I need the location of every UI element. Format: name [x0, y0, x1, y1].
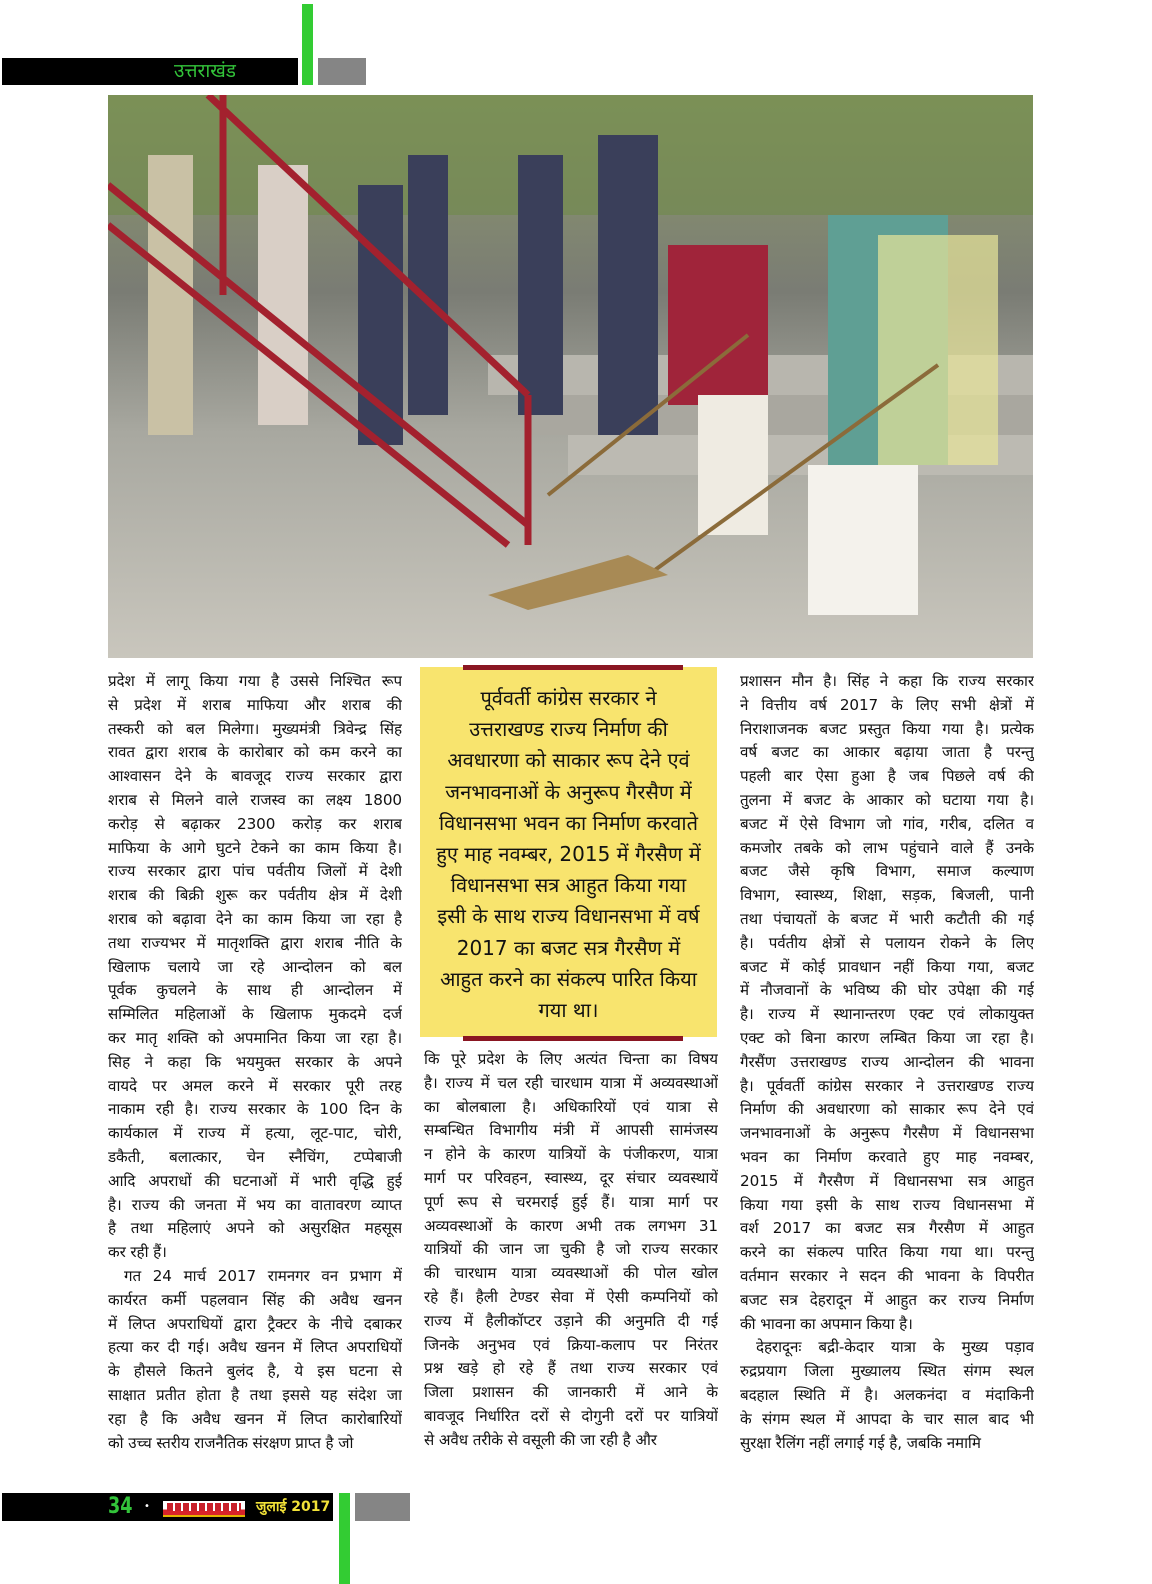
text-line: भवन का निर्माण करवाते हुए माह नवम्बर, — [740, 1147, 1034, 1166]
issue-date: जुलाई 2017 — [256, 1499, 331, 1515]
text-line: जनभावनाओं के अनुरूप गैरसैण में विधानसभा — [740, 1124, 1034, 1143]
pull-quote-top-rule — [463, 665, 683, 670]
text-line: की भावना का अपमान किया है। — [740, 1314, 913, 1333]
pull-quote-line: विधानसभा भवन का निर्माण करवाते — [438, 810, 698, 835]
text-line: में नौजवानों के भविष्य की घोर उपेक्षा की गई — [740, 981, 1034, 1000]
header-gray-block — [318, 58, 366, 85]
page-number: 34 — [108, 1494, 133, 1519]
text-line: निराशाजनक बजट प्रस्तुत किया गया है। प्रत्येक — [740, 719, 1034, 738]
text-line: आदि अपराधों की घटनाओं में भारी वृद्धि हुई — [108, 1171, 402, 1190]
text-line: को उच्च स्तरीय राजनैतिक संरक्षण प्राप्त है जो — [108, 1433, 354, 1452]
text-line: पूर्वक कुचलने के साथ ही आन्दोलन में — [108, 981, 402, 1000]
text-line: तस्करी को बल मिलेगा। मुख्यमंत्री त्रिवेन्द्र सिंह — [108, 719, 402, 738]
text-line: यात्रियों की जान जा चुकी है जो राज्य सरकार — [424, 1240, 718, 1259]
text-line: ने वित्तीय वर्ष 2017 के लिए सभी क्षेत्रों में — [740, 695, 1034, 714]
text-line: के संगम स्थल में आपदा के चार साल बाद भी — [740, 1409, 1034, 1428]
text-line: माफिया के आगे घुटने टेकने का काम किया है। — [108, 838, 402, 857]
text-line: डकैती, बलात्कार, चेन स्नैचिंग, टप्पेबाजी — [108, 1147, 402, 1166]
text-line: हत्या कर दी गई। अवैध खनन में लिप्त अपराधियों — [108, 1338, 402, 1357]
text-line: है। पूर्ववर्ती कांग्रेस सरकार ने उत्तराखण्ड राज्य — [740, 1076, 1034, 1095]
text-line: निर्माण की अवधारणा को साकार रूप देने एवं — [740, 1100, 1034, 1119]
text-line: राज्य में हैलीकॉप्टर उड़ाने की अनुमति दी गई — [424, 1311, 718, 1330]
text-line: पूर्ण रूप से चरमराई हुई हैं। यात्रा मार्ग पर — [424, 1192, 718, 1211]
text-line: है। राज्य में चल रही चारधाम यात्रा में अव्यवस्थाओं — [424, 1073, 718, 1092]
pull-quote-line: आहुत करने का संकल्प पारित किया — [440, 966, 697, 991]
text-line: कर मातृ शक्ति को अपमानित किया जा रहा है। — [108, 1028, 402, 1047]
text-line: नाकाम रही है। राज्य सरकार के 100 दिन के — [108, 1100, 402, 1119]
pull-quote-line: गया था। — [538, 997, 599, 1022]
text-line: शराब को बढ़ावा देने का काम किया जा रहा है — [108, 909, 402, 928]
pull-quote-line: उत्तराखण्ड राज्य निर्माण की — [469, 717, 668, 742]
text-line: कमजोर तबके को लाभ पहुंचाने वाले हैं उनके — [740, 838, 1034, 857]
text-line: खिलाफ चलाये जा रहे आन्दोलन को बल — [108, 957, 402, 976]
text-line: है। राज्य की जनता में भय का वातावरण व्याप्त — [108, 1195, 402, 1214]
text-line: देहरादूनः बद्री-केदार यात्रा के मुख्य पड़ाव — [756, 1338, 1034, 1357]
text-line: वर्तमान सरकार ने सदन की भावना के विपरीत — [740, 1266, 1034, 1285]
text-line: बजट में ऐसे विभाग जो गांव, गरीब, दलित व — [740, 814, 1034, 833]
article-column-1 — [108, 670, 402, 1455]
footer-separator: • — [144, 1501, 150, 1512]
footer-accent-bar — [339, 1493, 350, 1584]
text-line: प्रशासन मौन है। सिंह ने कहा कि राज्य सरकार — [740, 672, 1034, 690]
header-accent-bar — [302, 4, 313, 85]
article-photo — [108, 95, 1033, 658]
text-line: किया गया इसी के साथ राज्य विधानसभा में — [740, 1195, 1034, 1214]
text-line: 2015 में गैरसैण में विधानसभा सत्र आहुत — [740, 1171, 1034, 1190]
text-line: बजट में कोई प्रावधान नहीं किया गया, बजट — [740, 957, 1034, 976]
text-line: सुरक्षा रैलिंग नहीं लगाई गई है, जबकि नमामि — [740, 1433, 981, 1452]
text-line: रहे हैं। हैली टेण्डर सेवा में ऐसी कम्पनियों को — [424, 1287, 718, 1306]
text-line: बावजूद निर्धारित दरों से दोगुनी दरों पर यात्रियों — [424, 1406, 718, 1425]
text-line: पहली बार ऐसा हुआ है जब पिछले वर्ष की — [740, 767, 1034, 786]
text-line: तथा राज्यभर में मातृशक्ति द्वारा शराब नीति के — [108, 933, 402, 952]
pull-quote-bottom-rule — [463, 1036, 683, 1041]
text-line: जिनके अनुभव एवं क्रिया-कलाप पर निरंतर — [424, 1335, 718, 1354]
text-line: है। राज्य में स्थानान्तरण एक्ट एवं लोकायुक्त — [740, 1005, 1034, 1024]
section-title: उत्तराखंड — [174, 60, 236, 82]
text-line: शराब से मिलने वाले राजस्व का लक्ष्य 1800 — [108, 790, 402, 809]
pull-quote-line: जनभावनाओं के अनुरूप गैरसैण में — [445, 779, 692, 804]
text-line: रुद्रप्रयाग जिला मुख्यालय स्थित संगम स्थल — [740, 1362, 1034, 1381]
text-line: है तथा महिलाएं अपने को असुरक्षित महसूस — [108, 1219, 402, 1238]
text-line: कि पूरे प्रदेश के लिए अत्यंत चिन्ता का विषय — [424, 1050, 718, 1068]
text-line: कर रही हैं। — [108, 1243, 167, 1262]
text-line: का बोलबाला है। अधिकारियों एवं यात्रा से — [424, 1097, 718, 1116]
pull-quote-line: पूर्ववर्ती कांग्रेस सरकार ने — [480, 686, 657, 710]
pull-quote-text — [420, 683, 717, 1026]
text-line: है। पर्वतीय क्षेत्रों से पलायन रोकने के लिए — [740, 933, 1034, 952]
text-line: वर्ष बजट का आकार बढ़ाया जाता है परन्तु — [740, 743, 1034, 762]
text-line: न होने के कारण यात्रियों के पंजीकरण, यात्रा — [424, 1145, 718, 1164]
text-line: विभाग, स्वास्थ्य, शिक्षा, सड़क, बिजली, पानी — [740, 886, 1034, 905]
text-line: में लिप्त अपराधियों द्वारा ट्रैक्टर के नीचे दबाकर — [108, 1314, 402, 1333]
text-line: से प्रदेश में शराब माफिया और शराब की — [108, 695, 402, 714]
text-line: बदहाल स्थिति में है। अलकनंदा व मंदाकिनी — [740, 1385, 1034, 1404]
text-line: सम्मिलित महिलाओं के खिलाफ मुकदमे दर्ज — [108, 1005, 402, 1024]
text-line: एक्ट को बिना कारण लम्बित किया जा रहा है। — [740, 1028, 1034, 1047]
pull-quote-line: विधानसभा सत्र आहुत किया गया — [450, 873, 687, 898]
text-line: कार्यकाल में राज्य में हत्या, लूट-पाट, चोरी, — [108, 1124, 402, 1143]
text-line: वायदे पर अमल करने में सरकार पूरी तरह — [108, 1076, 402, 1095]
text-line: तुलना में बजट के आकार को घटाया गया है। — [740, 790, 1034, 809]
text-line: रावत द्वारा शराब के कारोबार को कम करने का — [108, 743, 402, 762]
text-line: आश्वासन देने के बावजूद राज्य सरकार द्वारा — [108, 767, 402, 786]
text-line: अव्यवस्थाओं के कारण अभी तक लगभग 31 — [424, 1216, 718, 1235]
footer-gray-block — [355, 1493, 410, 1521]
pull-quote — [420, 667, 717, 1037]
text-line: गैरसैंण उत्तराखण्ड राज्य आन्दोलन की भावना — [740, 1052, 1034, 1071]
text-line: शराब की बिक्री शुरू कर पर्वतीय क्षेत्र में देशी — [108, 886, 402, 905]
text-line: रहा है कि अवैध खनन में लिप्त कारोबारियों — [108, 1409, 402, 1428]
text-line: के हौसले कितने बुलंद है, ये इस घटना से — [108, 1362, 402, 1381]
article-column-2 — [424, 1048, 718, 1453]
text-line: गत 24 मार्च 2017 रामनगर वन प्रभाग में — [124, 1266, 402, 1285]
text-line: प्रश्न खड़े हो रहे हैं तथा राज्य सरकार एवं — [424, 1359, 718, 1378]
text-line: कार्यरत कर्मी पहलवान सिंह की अवैध खनन — [108, 1290, 402, 1309]
text-line: मार्ग पर परिवहन, स्वास्थ्य, दूर संचार व्यवस्थायें — [424, 1168, 718, 1187]
photo-illustration — [108, 95, 1033, 658]
pull-quote-line: हुए माह नवम्बर, 2015 में गैरसैण में — [436, 841, 701, 866]
pull-quote-line: अवधारणा को साकार रूप देने एवं — [447, 748, 690, 773]
text-line: बजट जैसे कृषि विभाग, समाज कल्याण — [740, 862, 1034, 881]
text-line: जिला प्रशासन की जानकारी में आने के — [424, 1383, 718, 1402]
text-line: वर्श 2017 का बजट सत्र गैरसैण में आहुत — [740, 1219, 1034, 1238]
text-line: सिह ने कहा कि भयमुक्त सरकार के अपने — [108, 1052, 402, 1071]
text-line: करोड़ से बढ़ाकर 2300 करोड़ कर शराब — [108, 814, 402, 833]
text-line: राज्य सरकार द्वारा पांच पर्वतीय जिलों में देशी — [108, 862, 402, 881]
text-line: तथा पंचायतों के बजट में भारी कटौती की गई — [740, 909, 1034, 928]
text-line: बजट सत्र देहरादून में आहुत कर राज्य निर्माण — [740, 1290, 1034, 1309]
text-line: साक्षात प्रतीत होता है तथा इससे यह संदेश जा — [108, 1385, 402, 1404]
text-line: से अवैध तरीके से वसूली की जा रही है और — [424, 1430, 657, 1449]
text-line: सम्बन्धित विभागीय मंत्री में आपसी सामंजस्य — [424, 1121, 718, 1140]
article-column-3 — [740, 670, 1034, 1455]
text-line: प्रदेश में लागू किया गया है उससे निश्चित रूप — [108, 672, 402, 690]
pull-quote-line: 2017 का बजट सत्र गैरसैण में — [456, 935, 681, 960]
text-line: करने का संकल्प पारित किया गया था। परन्तु — [740, 1243, 1034, 1262]
magazine-logo — [163, 1501, 245, 1517]
pull-quote-line: इसी के साथ राज्य विधानसभा में वर्ष — [437, 904, 700, 929]
text-line: की चारधाम यात्रा व्यवस्थाओं की पोल खोल — [424, 1264, 718, 1283]
